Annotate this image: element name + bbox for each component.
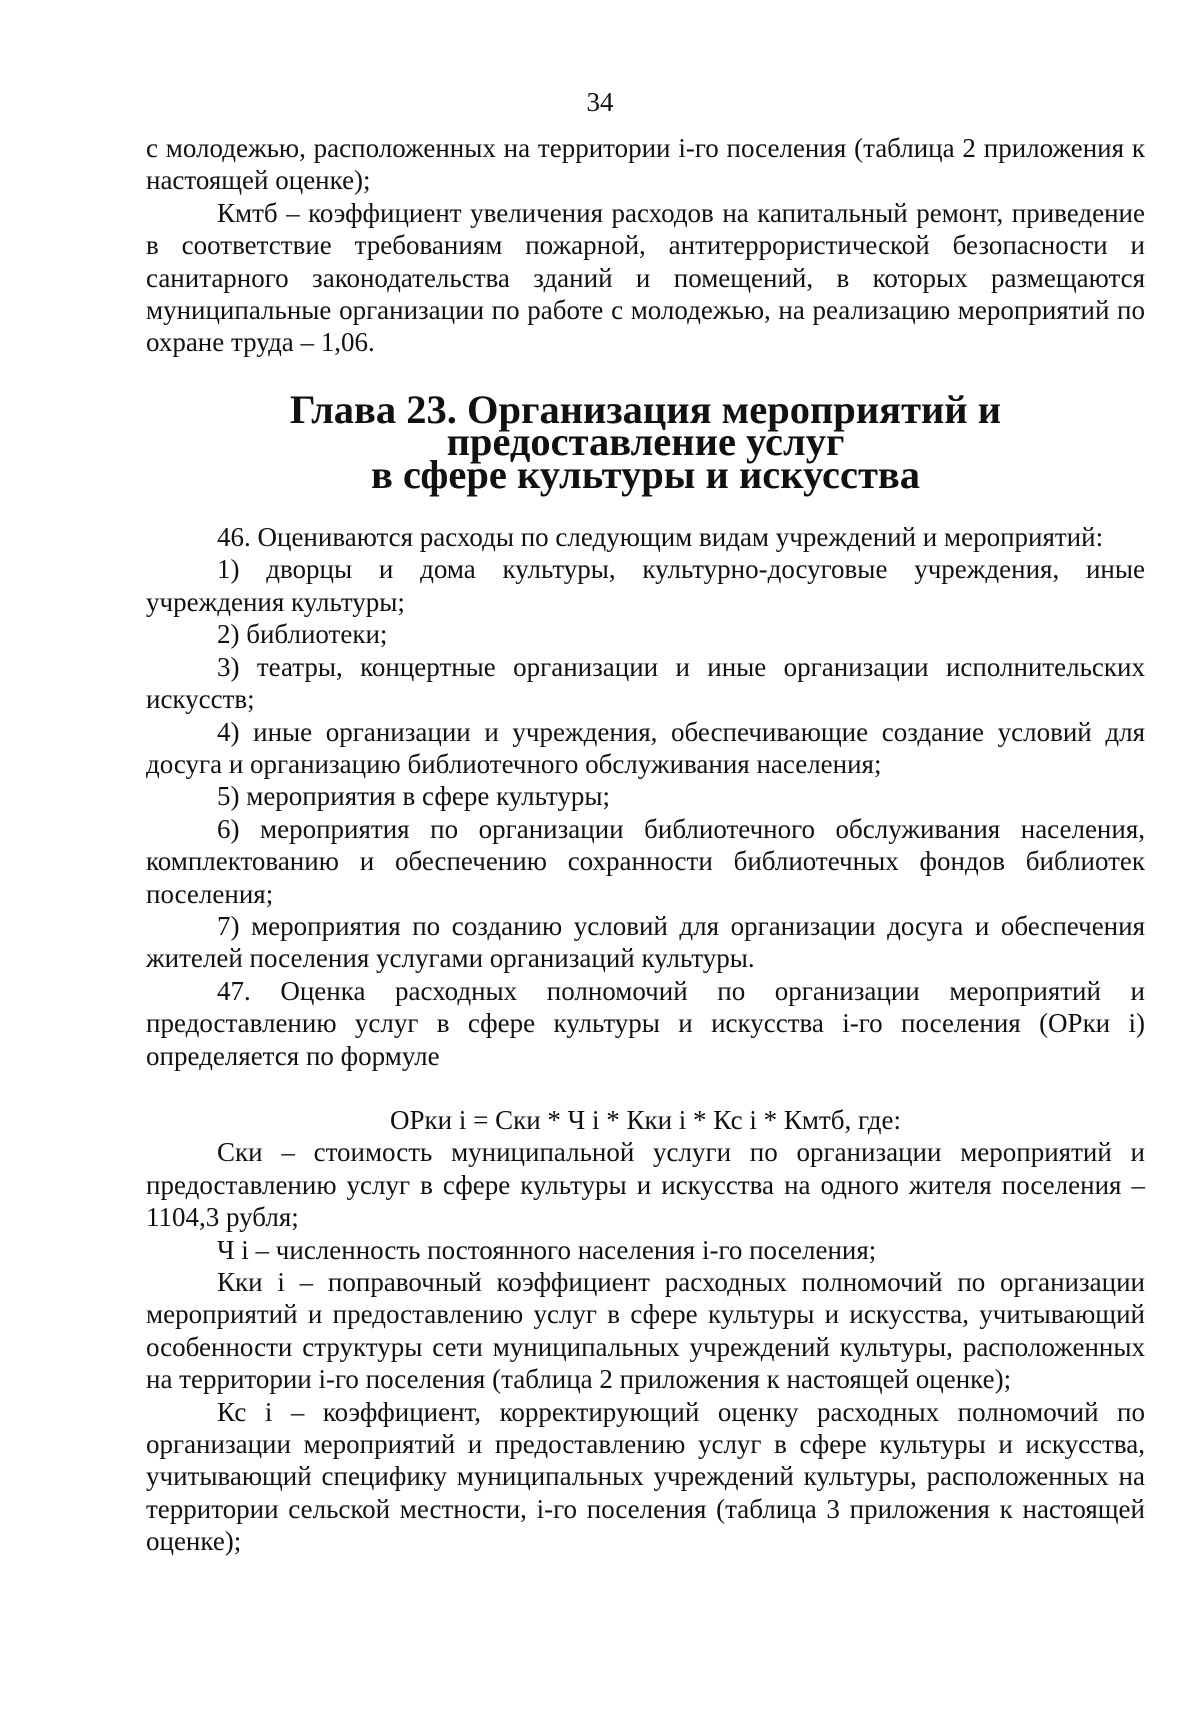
list-item-3: 3) театры, концертные организации и иные организации исполнительских искусств; [146, 651, 1145, 715]
list-item-5: 5) мероприятия в сфере культуры; [217, 781, 610, 812]
list-item-2: 2) библиотеки; [217, 619, 388, 650]
paragraph-continuation: с молодежью, расположенных на территории i-го поселения (таблица 2 приложения к настоящей оценке); [146, 133, 1145, 196]
definition-chi: Ч i – численность постоянного населения i-го поселения; [217, 1234, 877, 1265]
list-item-1: 1) дворцы и дома культуры, культурно-досуговые учреждения, иные учреждения культуры; [146, 554, 1145, 617]
definition-ski: Ски – стоимость муниципальной услуги по организации мероприятий и предоставлению услуг в сфере культуры и искусства на одного жителя поселения – 1104,3 рубля; [146, 1137, 1145, 1233]
chapter-heading [146, 386, 1145, 497]
chapter-heading-line-1: Глава 23. Организация мероприятий и предоставление услуг [289, 386, 1002, 465]
definition-ks: Кс i – коэффициент, корректирующий оценку расходных полномочий по организации мероприятий и предоставлению услуг в сфере культуры и искусства, учитывающий специфику муниципальных учреждений культуры, расположенных на территории сельской местности, i-го поселения (таблица 3 приложения к настоящей оценке); [146, 1396, 1145, 1557]
formula: ОРки i = Ски * Ч i * Кки i * Кс i * Кмтб, где: [390, 1104, 901, 1135]
paragraph-47: 47. Оценка расходных полномочий по организации мероприятий и предоставлению услуг в сфере культуры и искусства i-го поселения (ОРки i) определяется по формуле [146, 975, 1145, 1071]
chapter-heading-line-2: в сфере культуры и искусства [370, 451, 921, 497]
definition-kki: Кки i – поправочный коэффициент расходных полномочий по организации мероприятий и предоставлению услуг в сфере культуры и искусства, учитывающий особенности структуры сети муниципальных учреждений культуры, расположенных на территории i-го поселения (таблица 2 приложения к настоящей оценке); [146, 1267, 1145, 1395]
list-item-6: 6) мероприятия по организации библиотечного обслуживания населения, комплектованию и обеспечению сохранности библиотечных фондов библиотек поселения; [146, 813, 1145, 909]
paragraph-kmtb-definition: Кмтб – коэффициент увеличения расходов на капитальный ремонт, приведение в соответствие требованиям пожарной, антитеррористической безопасности и санитарного законодательства зданий и помещений, в которых размещаются муниципальные организации по работе с молодежью, на реализацию мероприятий по охране труда – 1,06. [146, 197, 1145, 358]
document-body [146, 132, 1145, 1558]
list-item-4: 4) иные организации и учреждения, обеспечивающие создание условий для досуга и организацию библиотечного обслуживания населения; [146, 716, 1145, 779]
list-item-7: 7) мероприятия по созданию условий для организации досуга и обеспечения жителей поселения услугами организаций культуры. [146, 910, 1145, 974]
page-number: 34 [586, 87, 614, 117]
paragraph-46: 46. Оцениваются расходы по следующим видам учреждений и мероприятий: [217, 522, 1104, 553]
